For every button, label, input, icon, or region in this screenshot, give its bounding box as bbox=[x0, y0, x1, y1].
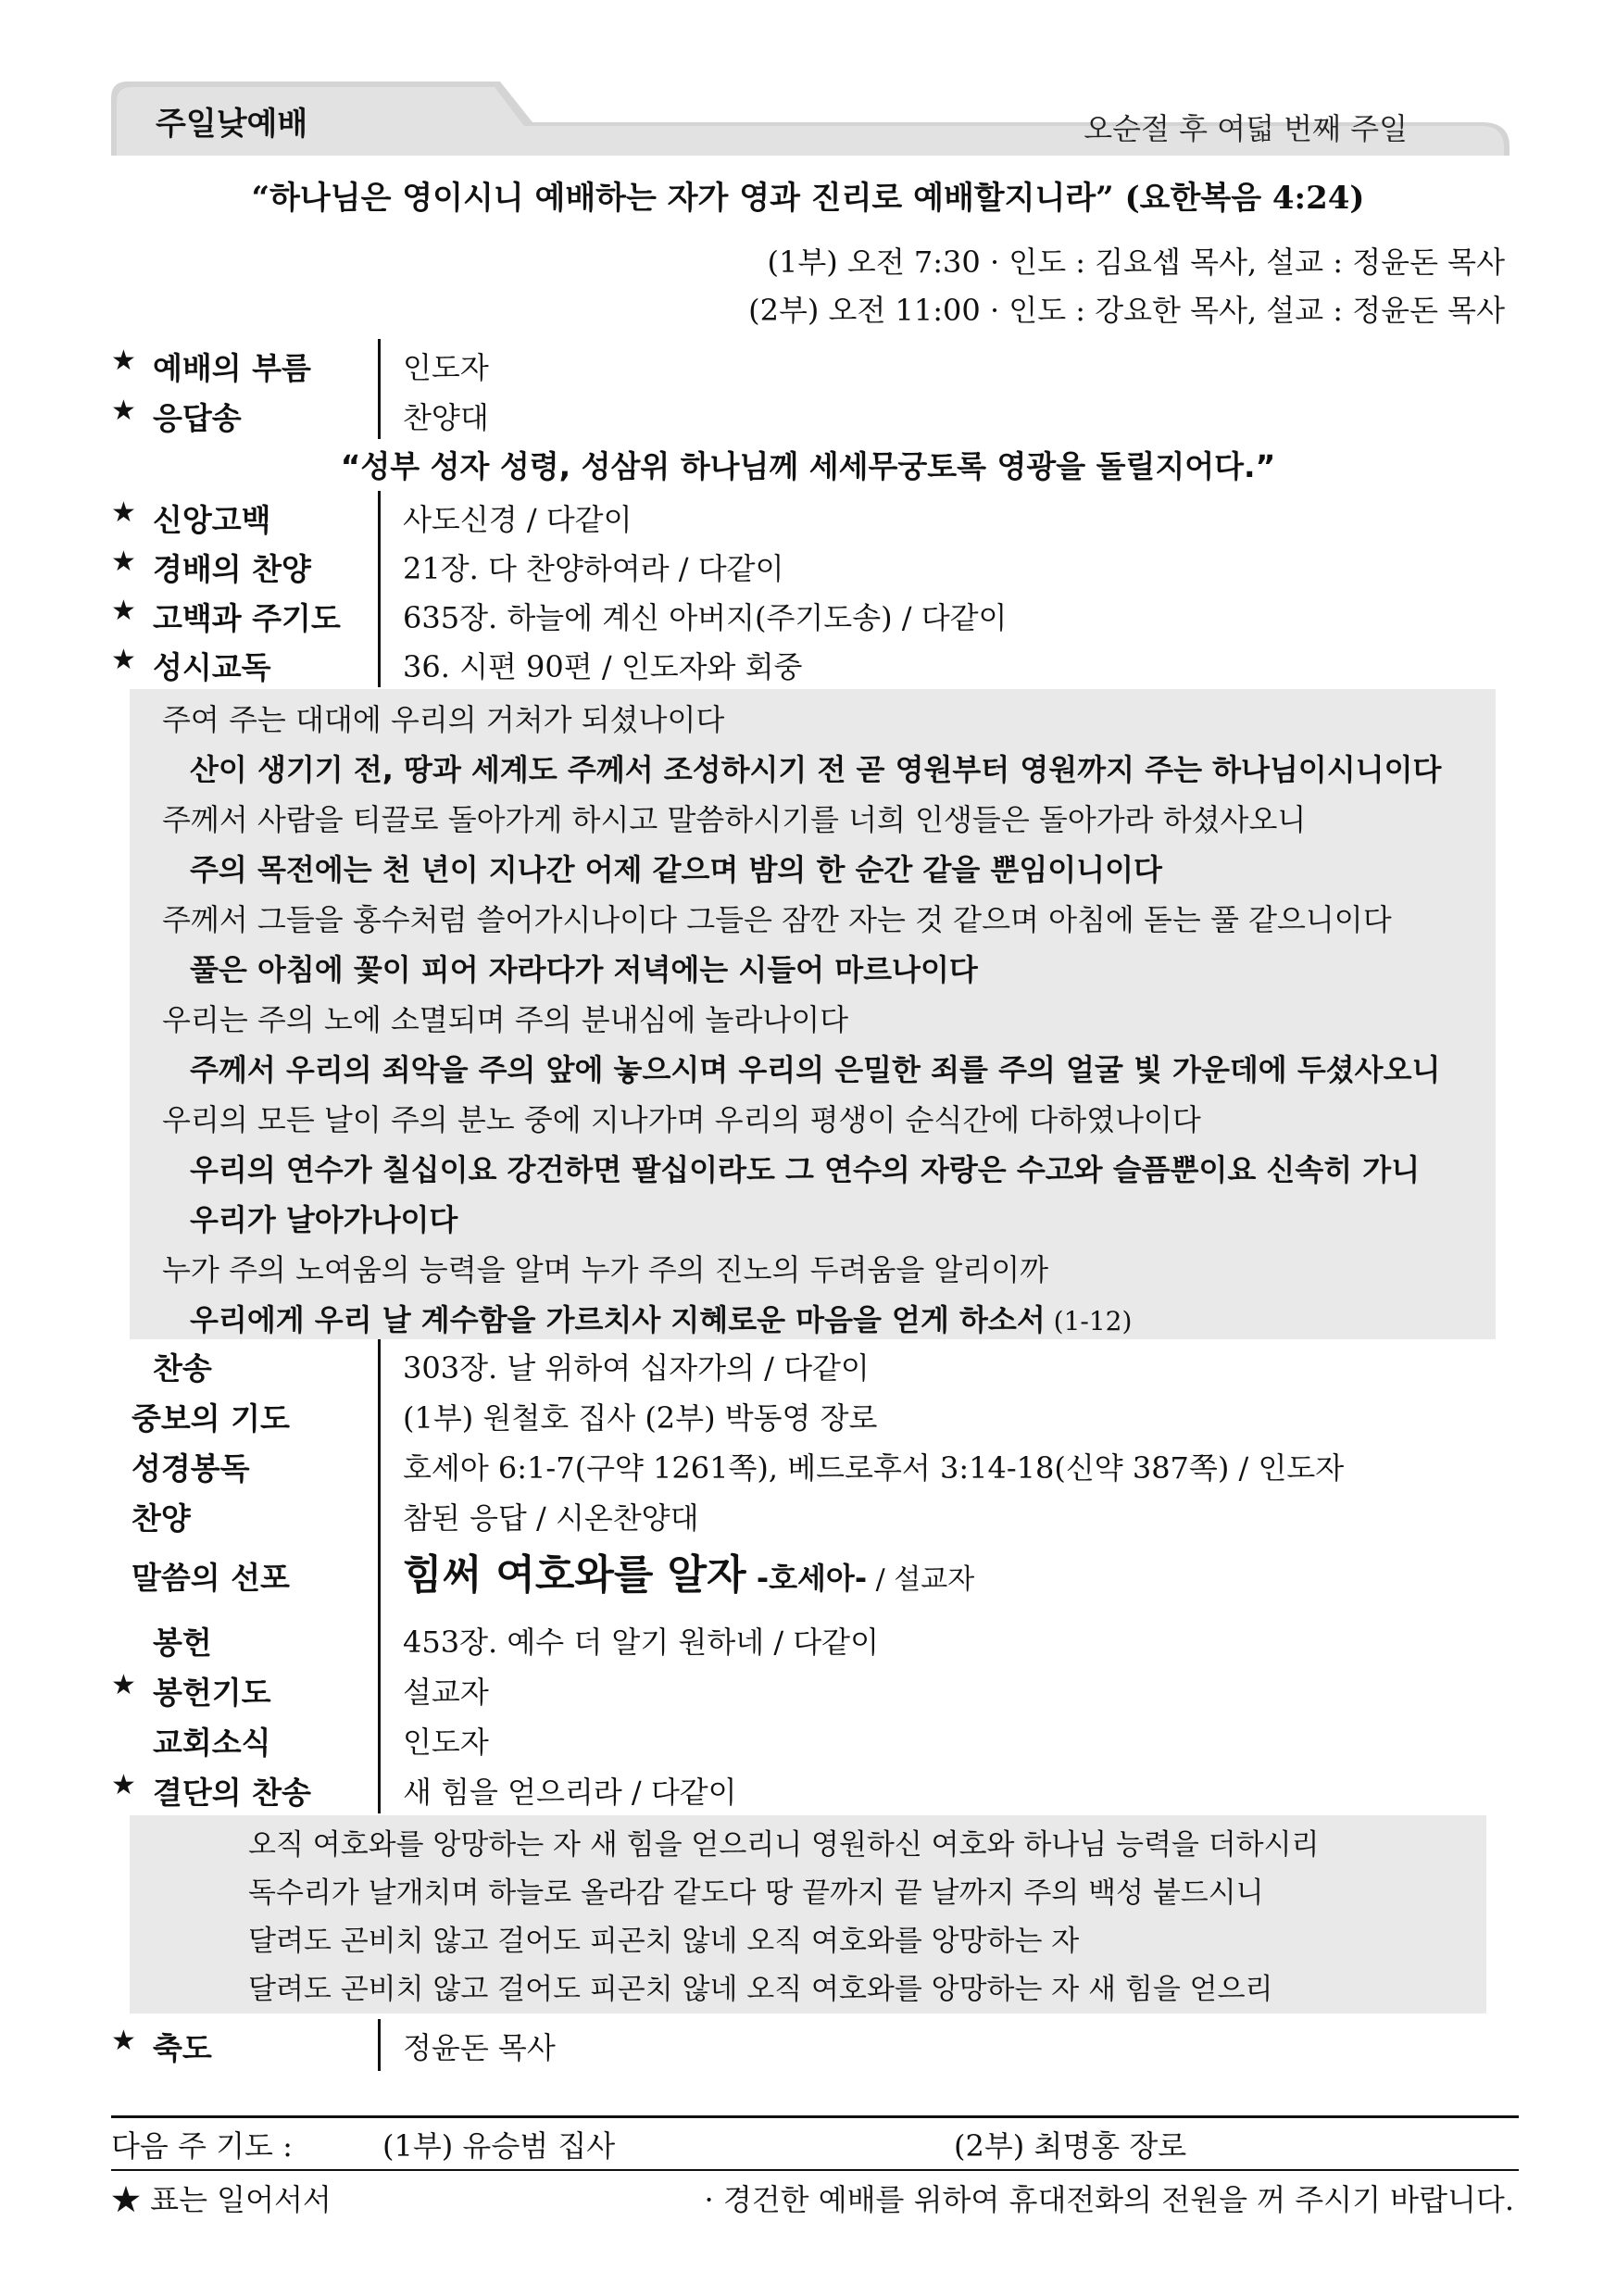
star-icon: ★ bbox=[111, 644, 136, 676]
reading-verse-range: (1-12) bbox=[1045, 1306, 1133, 1336]
header-subtitle: 오순절 후 여덟 번째 주일 bbox=[1084, 111, 1408, 146]
next-prayer-label: 다음 주 기도 : bbox=[111, 2128, 293, 2164]
star-icon: ★ bbox=[111, 546, 136, 578]
order-value: 인도자 bbox=[403, 350, 489, 385]
next-prayer-second: (2부) 최명홍 장로 bbox=[954, 2128, 1187, 2164]
order-item bbox=[111, 389, 1519, 439]
reading-people-line: 우리가 날아가나이다 bbox=[190, 1202, 458, 1237]
reading-people-text: 우리에게 우리 날 계수함을 가르치사 지혜로운 마음을 얻게 하소서 bbox=[190, 1302, 1046, 1337]
order-value: 인도자 bbox=[403, 1725, 489, 1760]
order-item bbox=[111, 589, 1519, 639]
order-label: 봉헌 bbox=[153, 1625, 212, 1661]
hymn-line: 독수리가 날개치며 하늘로 올라감 같도다 땅 끝까지 끝 날까지 주의 백성 붙드시니 bbox=[248, 1876, 1264, 1910]
reading-people-line: 주의 목전에는 천 년이 지나간 어제 같으며 밤의 한 순간 같을 뿐임이니이다 bbox=[190, 852, 1162, 887]
star-note: ★ 표는 일어서서 bbox=[111, 2182, 332, 2217]
order-value: (1부) 원철호 집사 (2부) 박동영 장로 bbox=[403, 1400, 878, 1436]
reading-people-line: 풀은 아침에 꽃이 피어 자라다가 저녁에는 시들어 마르나이다 bbox=[190, 952, 978, 987]
order-value: 정윤돈 목사 bbox=[403, 2030, 556, 2065]
reading-leader-line: 주께서 사람을 티끌로 돌아가게 하시고 말씀하시기를 너희 인생들은 돌아가라 하셨사오니 bbox=[162, 802, 1307, 837]
order-item bbox=[111, 339, 1519, 389]
order-item bbox=[111, 638, 1519, 688]
sermon-value bbox=[403, 1541, 974, 1600]
reading-people-line bbox=[190, 1297, 1132, 1339]
sermon-title: 힘써 여호와를 알자 bbox=[403, 1551, 746, 1599]
order-value: 21장. 다 찬양하여라 / 다같이 bbox=[403, 551, 784, 586]
order-label: 말씀의 선포 bbox=[132, 1560, 290, 1596]
reading-leader-line: 누가 주의 노여움의 능력을 알며 누가 주의 진노의 두려움을 알리이까 bbox=[162, 1252, 1049, 1287]
sermon-row bbox=[111, 1541, 1519, 1602]
order-value: 303장. 날 위하여 십자가의 / 다같이 bbox=[403, 1350, 870, 1386]
order-value: 참된 응답 / 시온찬양대 bbox=[403, 1500, 699, 1536]
order-label: 예배의 부름 bbox=[153, 350, 311, 386]
reading-people-line: 우리의 연수가 칠십이요 강건하면 팔십이라도 그 연수의 자랑은 수고와 슬픔뿐이요 신속히 가니 bbox=[190, 1152, 1421, 1187]
footer-rule-middle bbox=[111, 2169, 1519, 2171]
service-time-2: (2부) 오전 11:00 · 인도 : 강요한 목사, 설교 : 정윤돈 목사 bbox=[748, 293, 1505, 328]
order-value: 찬양대 bbox=[403, 400, 489, 435]
star-icon: ★ bbox=[111, 395, 136, 427]
order-item bbox=[111, 1339, 1519, 1389]
order-label: 응답송 bbox=[153, 400, 242, 436]
order-item bbox=[111, 1713, 1519, 1763]
order-item bbox=[111, 1489, 1519, 1539]
star-icon: ★ bbox=[111, 345, 136, 377]
order-label: 축도 bbox=[153, 2030, 212, 2066]
header-title: 주일낮예배 bbox=[156, 106, 308, 143]
order-label: 찬송 bbox=[153, 1350, 212, 1386]
doxology: “성부 성자 성령, 성삼위 하나님께 세세무궁토록 영광을 돌릴지어다.” bbox=[340, 448, 1276, 484]
reading-leader-line: 주여 주는 대대에 우리의 거처가 되셨나이다 bbox=[162, 702, 725, 737]
phone-note: · 경건한 예배를 위하여 휴대전화의 전원을 꺼 주시기 바랍니다. bbox=[704, 2182, 1514, 2217]
next-prayer-first: (1부) 유승범 집사 bbox=[382, 2128, 616, 2164]
order-item bbox=[111, 1613, 1519, 1663]
order-label: 교회소식 bbox=[153, 1725, 271, 1761]
section-header bbox=[111, 82, 1510, 156]
order-label: 성경봉독 bbox=[132, 1450, 250, 1487]
order-value: 635장. 하늘에 계신 아버지(주기도송) / 다같이 bbox=[403, 600, 1008, 635]
order-label: 중보의 기도 bbox=[132, 1400, 290, 1437]
star-icon: ★ bbox=[111, 2025, 136, 2057]
order-item bbox=[111, 540, 1519, 590]
star-icon: ★ bbox=[111, 595, 136, 627]
order-item bbox=[111, 1663, 1519, 1713]
order-label: 성시교독 bbox=[153, 649, 271, 685]
star-icon: ★ bbox=[111, 1669, 136, 1701]
order-label: 경배의 찬양 bbox=[153, 551, 311, 587]
order-item bbox=[111, 1389, 1519, 1439]
order-label: 결단의 찬송 bbox=[153, 1775, 311, 1811]
order-value: 36. 시편 90편 / 인도자와 회중 bbox=[403, 649, 803, 684]
reading-leader-line: 우리의 모든 날이 주의 분노 중에 지나가며 우리의 평생이 순식간에 다하였나이다 bbox=[162, 1102, 1201, 1137]
order-label: 찬양 bbox=[132, 1500, 191, 1537]
order-item bbox=[111, 1763, 1519, 1813]
reading-people-line: 주께서 우리의 죄악을 주의 앞에 놓으시며 우리의 은밀한 죄를 주의 얼굴 빛 가운데에 두셨사오니 bbox=[190, 1052, 1441, 1087]
footer-rule-top bbox=[111, 2115, 1519, 2118]
hymn-line: 달려도 곤비치 않고 걸어도 피곤치 않네 오직 여호와를 앙망하는 자 bbox=[248, 1925, 1080, 1958]
order-value: 새 힘을 얻으리라 / 다같이 bbox=[403, 1775, 737, 1810]
star-icon: ★ bbox=[111, 496, 136, 529]
star-icon: ★ bbox=[111, 1769, 136, 1801]
order-value: 호세아 6:1-7(구약 1261쪽), 베드로후서 3:14-18(신약 387쪽) / 인도자 bbox=[403, 1450, 1345, 1486]
order-value: 사도신경 / 다같이 bbox=[403, 502, 633, 537]
service-time-1: (1부) 오전 7:30 · 인도 : 김요셉 목사, 설교 : 정윤돈 목사 bbox=[767, 245, 1505, 280]
reading-leader-line: 우리는 주의 노에 소멸되며 주의 분내심에 놀라나이다 bbox=[162, 1002, 849, 1037]
order-item bbox=[111, 491, 1519, 541]
hymn-line: 달려도 곤비치 않고 걸어도 피곤치 않네 오직 여호와를 앙망하는 자 새 힘을 얻으리 bbox=[248, 1973, 1273, 2006]
sermon-book: -호세아- bbox=[745, 1561, 868, 1596]
reading-leader-line: 주께서 그들을 홍수처럼 쓸어가시나이다 그들은 잠깐 자는 것 같으며 아침에 돋는 풀 같으니이다 bbox=[162, 902, 1392, 937]
reading-people-line: 산이 생기기 전, 땅과 세계도 주께서 조성하시기 전 곧 영원부터 영원까지 주는 하나님이시니이다 bbox=[190, 752, 1442, 787]
hymn-line: 오직 여호와를 앙망하는 자 새 힘을 얻으리니 영원하신 여호와 하나님 능력을 더하시리 bbox=[248, 1828, 1320, 1862]
order-item bbox=[111, 2019, 1519, 2069]
order-item bbox=[111, 1439, 1519, 1489]
order-value: 453장. 예수 더 알기 원하네 / 다같이 bbox=[403, 1625, 880, 1660]
sermon-preacher: / 설교자 bbox=[867, 1563, 975, 1596]
theme-verse: “하나님은 영이시니 예배하는 자가 영과 진리로 예배할지니라” (요한복음 4:24) bbox=[251, 180, 1365, 217]
order-label: 신앙고백 bbox=[153, 502, 271, 538]
order-label: 봉헌기도 bbox=[153, 1675, 271, 1711]
order-label: 고백과 주기도 bbox=[153, 600, 341, 636]
order-value: 설교자 bbox=[403, 1675, 489, 1710]
